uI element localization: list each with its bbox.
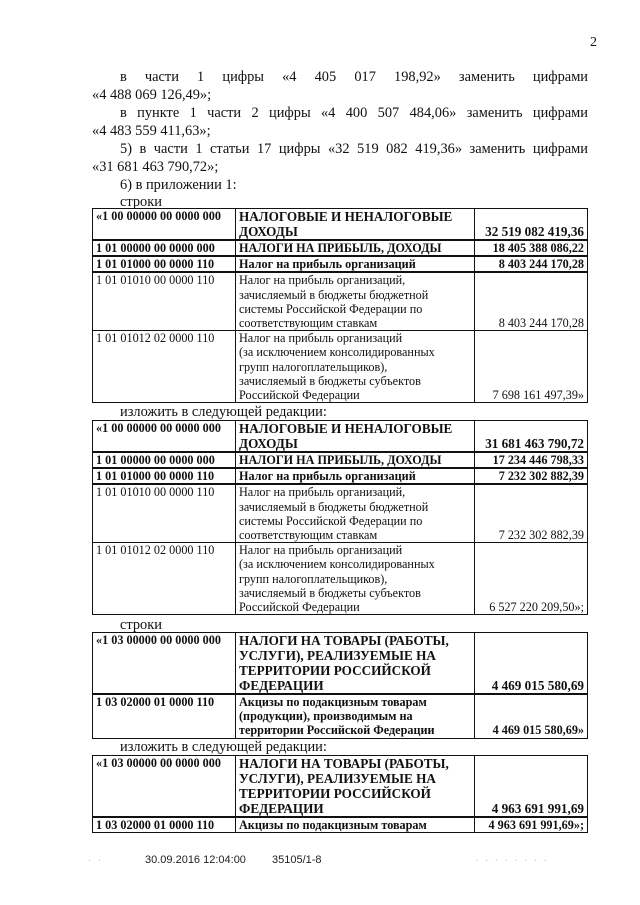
row-name: Налог на прибыль организаций xyxy=(236,468,475,484)
row-code: 1 01 00000 00 0000 000 xyxy=(93,452,236,468)
row-code: 1 01 01012 02 0000 110 xyxy=(93,543,236,615)
label-rows-old-2: строки xyxy=(120,617,162,633)
row-value: 32 519 082 419,36 xyxy=(475,209,588,241)
table-row xyxy=(93,240,588,256)
row-value: 31 681 463 790,72 xyxy=(475,421,588,453)
row-value: 17 234 446 798,33 xyxy=(475,452,588,468)
row-code: 1 01 01012 02 0000 110 xyxy=(93,331,236,403)
paragraph-part1-line2: «4 488 069 126,49»; xyxy=(92,87,212,103)
row-name: НАЛОГОВЫЕ И НЕНАЛОГОВЫЕ ДОХОДЫ xyxy=(236,209,475,241)
row-value: 6 527 220 209,50»; xyxy=(475,543,588,615)
row-name: Налог на прибыль организаций (за исключением консолидированных групп налогоплательщиков), зачисляемый в бюджеты субъектов Российской Федерации xyxy=(236,543,475,615)
row-name: НАЛОГИ НА ТОВАРЫ (РАБОТЫ, УСЛУГИ), РЕАЛИЗУЕМЫЕ НА ТЕРРИТОРИИ РОССИЙСКОЙ ФЕДЕРАЦИИ xyxy=(236,756,475,818)
row-value: 4 469 015 580,69 xyxy=(475,633,588,695)
label-new-edition-1: изложить в следующей редакции: xyxy=(120,404,327,420)
table-row xyxy=(93,756,588,818)
table-old-goods xyxy=(92,632,588,739)
label-rows-old-1: строки xyxy=(120,194,162,210)
paragraph-part2-line1: в пункте 1 части 2 цифры «4 400 507 484,06» заменить цифрами xyxy=(120,105,588,121)
row-code: 1 01 01010 00 0000 110 xyxy=(93,484,236,542)
row-code: 1 03 02000 01 0000 110 xyxy=(93,817,236,833)
row-value: 8 403 244 170,28 xyxy=(475,272,588,330)
row-value: 4 963 691 991,69»; xyxy=(475,817,588,833)
table-row xyxy=(93,209,588,241)
row-code: «1 03 00000 00 0000 000 xyxy=(93,756,236,818)
row-value: 7 232 302 882,39 xyxy=(475,484,588,542)
table-row xyxy=(93,484,588,542)
page-number: 2 xyxy=(590,35,597,50)
row-value: 8 403 244 170,28 xyxy=(475,256,588,272)
row-code: 1 01 01010 00 0000 110 xyxy=(93,272,236,330)
row-name: Налог на прибыль организаций, зачисляемый в бюджеты бюджетной системы Российской Федерации по соответствующим ставкам xyxy=(236,484,475,542)
paragraph-article17-line2: «31 681 463 790,72»; xyxy=(92,159,219,175)
row-name: НАЛОГИ НА ПРИБЫЛЬ, ДОХОДЫ xyxy=(236,452,475,468)
row-value: 4 469 015 580,69» xyxy=(475,694,588,738)
row-code: 1 01 01000 00 0000 110 xyxy=(93,256,236,272)
paragraph-part2-line2: «4 483 559 411,63»; xyxy=(92,123,211,139)
table-row xyxy=(93,694,588,738)
table-row xyxy=(93,272,588,330)
row-code: 1 01 00000 00 0000 000 xyxy=(93,240,236,256)
table-row xyxy=(93,331,588,403)
scan-noise-right: · · · · · · · · xyxy=(475,856,550,867)
row-code: «1 00 00000 00 0000 000 xyxy=(93,209,236,241)
row-name: Акцизы по подакцизным товарам (продукции), производимым на территории Российской Федерации xyxy=(236,694,475,738)
row-code: «1 00 00000 00 0000 000 xyxy=(93,421,236,453)
row-name: НАЛОГОВЫЕ И НЕНАЛОГОВЫЕ ДОХОДЫ xyxy=(236,421,475,453)
table-new-goods xyxy=(92,755,588,833)
table-row xyxy=(93,452,588,468)
row-name: Налог на прибыль организаций (за исключением консолидированных групп налогоплательщиков), зачисляемый в бюджеты субъектов Российской Федерации xyxy=(236,331,475,403)
paragraph-article17-line1: 5) в части 1 статьи 17 цифры «32 519 082 419,36» заменить цифрами xyxy=(120,141,588,157)
row-code: «1 03 00000 00 0000 000 xyxy=(93,633,236,695)
row-name: НАЛОГИ НА ПРИБЫЛЬ, ДОХОДЫ xyxy=(236,240,475,256)
row-code: 1 01 01000 00 0000 110 xyxy=(93,468,236,484)
paragraph-appendix1: 6) в приложении 1: xyxy=(120,177,237,193)
footer-datetime: 30.09.2016 12:04:00 xyxy=(145,854,246,866)
table-row xyxy=(93,421,588,453)
table-row xyxy=(93,817,588,833)
label-new-edition-2: изложить в следующей редакции: xyxy=(120,739,327,755)
table-row xyxy=(93,256,588,272)
row-value: 7 698 161 497,39» xyxy=(475,331,588,403)
footer-doc-number: 35105/1-8 xyxy=(272,854,322,866)
paragraph-part1-line1: в части 1 цифры «4 405 017 198,92» заменить цифрами xyxy=(120,69,588,85)
table-old-income xyxy=(92,208,588,403)
scan-noise-left: · · xyxy=(88,856,104,867)
row-name: Акцизы по подакцизным товарам xyxy=(236,817,475,833)
row-value: 4 963 691 991,69 xyxy=(475,756,588,818)
row-value: 18 405 388 086,22 xyxy=(475,240,588,256)
row-name: НАЛОГИ НА ТОВАРЫ (РАБОТЫ, УСЛУГИ), РЕАЛИЗУЕМЫЕ НА ТЕРРИТОРИИ РОССИЙСКОЙ ФЕДЕРАЦИИ xyxy=(236,633,475,695)
row-name: Налог на прибыль организаций, зачисляемый в бюджеты бюджетной системы Российской Федерации по соответствующим ставкам xyxy=(236,272,475,330)
table-new-income xyxy=(92,420,588,615)
table-row xyxy=(93,633,588,695)
row-name: Налог на прибыль организаций xyxy=(236,256,475,272)
row-value: 7 232 302 882,39 xyxy=(475,468,588,484)
table-row xyxy=(93,468,588,484)
row-code: 1 03 02000 01 0000 110 xyxy=(93,694,236,738)
table-row xyxy=(93,543,588,615)
